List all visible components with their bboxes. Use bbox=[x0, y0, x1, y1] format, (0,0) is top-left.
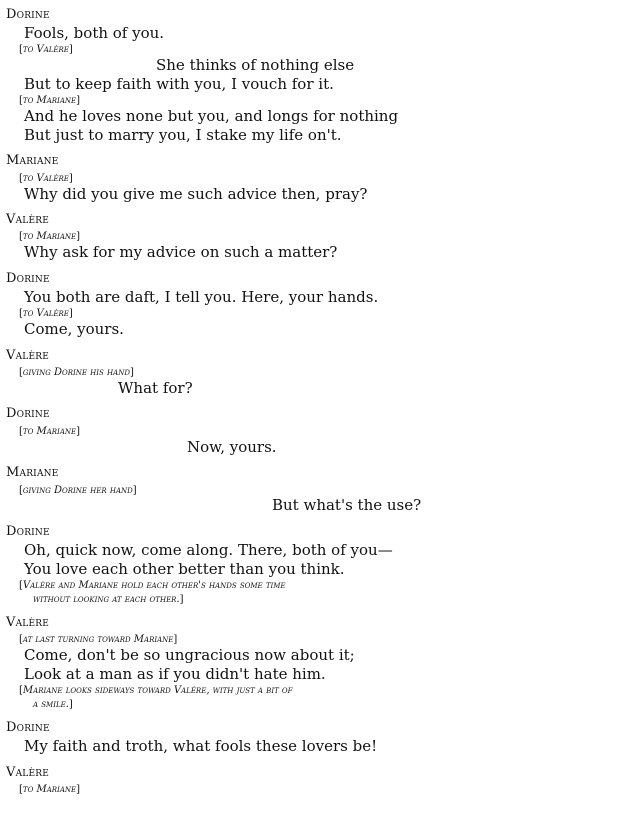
stage-direction: [to Mariane] bbox=[19, 784, 81, 795]
stage-direction-text: without looking at each other. bbox=[33, 594, 180, 605]
dialogue-line: But to keep faith with you, I vouch for it. bbox=[24, 75, 334, 93]
stage-direction-text: Mariane looks sideways toward Valère, with just a bit of bbox=[22, 685, 293, 696]
stage-direction: [giving Dorine her hand] bbox=[19, 485, 137, 496]
stage-direction-text: giving Dorine his hand bbox=[22, 367, 130, 378]
dialogue-line: Come, don't be so ungracious now about it; bbox=[24, 646, 355, 664]
speaker-name: Valère bbox=[6, 348, 49, 363]
dialogue-line: You love each other better than you think. bbox=[24, 560, 345, 578]
dialogue-line: But just to marry you, I stake my life on't. bbox=[24, 126, 342, 144]
dialogue-line: Oh, quick now, come along. There, both of you— bbox=[24, 541, 393, 559]
speaker-name: Dorine bbox=[6, 720, 50, 735]
speaker-name: Valère bbox=[6, 615, 49, 630]
dialogue-line: Look at a man as if you didn't hate him. bbox=[24, 665, 326, 683]
stage-direction-continued: without looking at each other.] bbox=[33, 594, 184, 605]
stage-direction: [to Mariane] bbox=[19, 231, 81, 242]
stage-direction-text: to Mariane bbox=[22, 426, 77, 437]
stage-direction: [Valère and Mariane hold each other's hands some time bbox=[19, 580, 286, 591]
stage-direction: [to Mariane] bbox=[19, 426, 81, 437]
speaker-name: Mariane bbox=[6, 153, 59, 168]
dialogue-line: Now, yours. bbox=[187, 438, 277, 456]
dialogue-line: Fools, both of you. bbox=[24, 24, 165, 42]
stage-direction: [Mariane looks sideways toward Valère, with just a bit of bbox=[19, 685, 293, 696]
stage-direction-text: at last turning toward Mariane bbox=[22, 634, 174, 645]
speaker-name: Dorine bbox=[6, 7, 50, 22]
stage-direction: [to Valère] bbox=[19, 173, 73, 184]
stage-direction-text: to Valère bbox=[22, 308, 69, 319]
stage-direction-text: giving Dorine her hand bbox=[22, 485, 133, 496]
dialogue-line: What for? bbox=[118, 379, 193, 397]
speaker-name: Valère bbox=[6, 765, 49, 780]
dialogue-line: You both are daft, I tell you. Here, your hands. bbox=[24, 288, 379, 306]
dialogue-line: Why did you give me such advice then, pray? bbox=[24, 185, 368, 203]
stage-direction-text: to Valère bbox=[22, 44, 69, 55]
speaker-name: Mariane bbox=[6, 465, 59, 480]
speaker-name: Dorine bbox=[6, 271, 50, 286]
stage-direction: [at last turning toward Mariane] bbox=[19, 634, 178, 645]
stage-direction-text: to Valère bbox=[22, 173, 69, 184]
dialogue-line: But what's the use? bbox=[272, 496, 422, 514]
stage-direction-text: to Mariane bbox=[22, 95, 77, 106]
stage-direction-text: a smile. bbox=[33, 699, 69, 710]
dialogue-line: Why ask for my advice on such a matter? bbox=[24, 243, 338, 261]
stage-direction: [giving Dorine his hand] bbox=[19, 367, 134, 378]
dialogue-line: And he loves none but you, and longs for nothing bbox=[24, 107, 399, 125]
dialogue-line: My faith and troth, what fools these lovers be! bbox=[24, 737, 378, 755]
stage-direction-text: Valère and Mariane hold each other's hands some time bbox=[22, 580, 286, 591]
stage-direction-text: to Mariane bbox=[22, 784, 77, 795]
dialogue-line: Come, yours. bbox=[24, 320, 124, 338]
dialogue-line: She thinks of nothing else bbox=[156, 56, 355, 74]
speaker-name: Valère bbox=[6, 212, 49, 227]
speaker-name: Dorine bbox=[6, 524, 50, 539]
stage-direction: [to Mariane] bbox=[19, 95, 81, 106]
stage-direction: [to Valère] bbox=[19, 44, 73, 55]
stage-direction-text: to Mariane bbox=[22, 231, 77, 242]
stage-direction-continued: a smile.] bbox=[33, 699, 73, 710]
stage-direction: [to Valère] bbox=[19, 308, 73, 319]
speaker-name: Dorine bbox=[6, 406, 50, 421]
